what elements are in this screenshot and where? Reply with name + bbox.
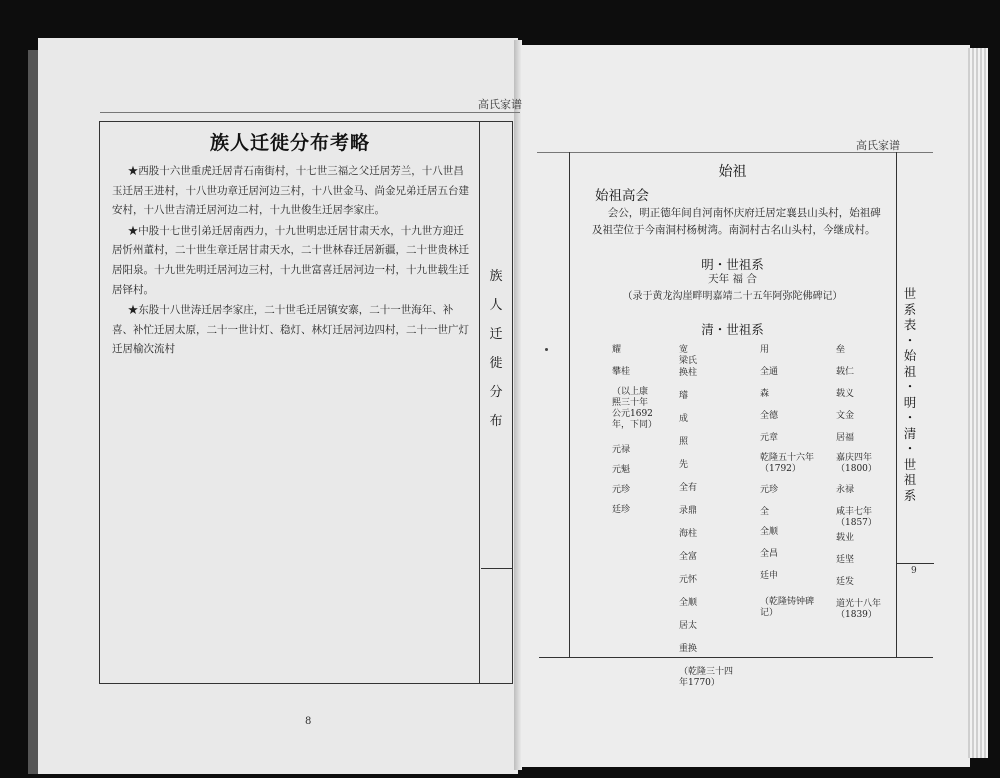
genealogy-entry [836, 367, 854, 378]
section-body [592, 205, 887, 239]
genealogy-entry [679, 552, 697, 563]
genealogy-entry [679, 368, 697, 379]
genealogy-entry [760, 485, 778, 496]
genealogy-entry [836, 433, 854, 444]
side-title-char: 明 [903, 394, 917, 410]
genealogy-entry [679, 667, 733, 689]
migration-paragraph: ★中股十七世引弟迁居南西力，十九世明忠迁居甘肃天水，十九世方迎迁居忻州董村，二十世生章迁居甘肃天水，二十世林春迁居新疆，二十世贵林迁居阳泉。十九世先明迁居河边三村，十九世富喜迁居河边一村，十九世载生迁居铎村。 [112, 224, 469, 296]
section-title: 始祖 [718, 164, 747, 180]
side-title-char: ・ [903, 332, 917, 348]
genealogy-entry-line: 先 [679, 460, 689, 470]
side-title-char: 祖 [903, 363, 917, 379]
side-title-char: 清 [903, 425, 917, 441]
genealogy-entry [836, 453, 877, 475]
genealogy-entry-line: 记） [760, 608, 779, 618]
side-title-char: 布 [489, 414, 503, 429]
genealogy-entry-line: （1792） [760, 464, 801, 474]
genealogy-entry-line: 居太 [679, 621, 698, 631]
genealogy-entry-line: 廷发 [836, 577, 855, 587]
right-frame-right-border [896, 152, 897, 657]
genealogy-entry [760, 453, 814, 475]
genealogy-entry-line: （1800） [836, 464, 877, 474]
genealogy-entry-line: 耀 [612, 345, 622, 355]
genealogy-entry-line: （乾隆铸钟碑 [760, 597, 815, 607]
qing-lineage-title: 清・世祖系 [701, 322, 764, 337]
genealogy-entry-line: 全通 [760, 367, 779, 377]
left-side-title [483, 262, 509, 436]
genealogy-entry [760, 549, 778, 560]
genealogy-entry [679, 483, 697, 494]
ming-lineage-note: （录于黄龙沟崖畔明嘉靖二十五年阿弥陀佛碑记） [622, 291, 843, 302]
side-title-char: 人 [489, 298, 503, 313]
genealogy-entry-line: 咸丰七年 [836, 507, 873, 517]
section-paragraph: 会公，明正德年间自河南怀庆府迁居定襄县山头村，始祖碑及祖茔位于今南洞村杨树湾。南洞村古名山头村，今继成村。 [592, 207, 881, 236]
genealogy-entry-line: 廷申 [760, 571, 779, 581]
left-page-title: 族人迁徙分布考略 [209, 132, 370, 154]
genealogy-entry-line: 成 [679, 414, 689, 424]
genealogy-entry-line: （以上康 [612, 387, 649, 397]
genealogy-entry-line: 录鼎 [679, 506, 698, 516]
genealogy-entry-line: （1839） [836, 610, 877, 620]
genealogy-entry [679, 414, 688, 425]
genealogy-entry-line: 全德 [760, 411, 779, 421]
genealogy-entry-line: 元章 [760, 433, 779, 443]
left-page-header: 高氏家谱 [478, 98, 522, 111]
genealogy-entry-line: 全顺 [679, 598, 698, 608]
genealogy-entry-line: 永禄 [836, 485, 855, 495]
genealogy-entry-line: 载义 [836, 389, 855, 399]
genealogy-entry-line: 乾隆五十六年 [760, 453, 815, 463]
genealogy-entry-line: 元怀 [679, 575, 698, 585]
genealogy-entry-line: （乾隆三十四 [679, 667, 734, 677]
genealogy-entry [612, 485, 630, 496]
genealogy-entry-line: 嘉庆四年 [836, 453, 873, 463]
side-title-char: 世 [903, 286, 917, 301]
right-side-title [899, 286, 921, 503]
genealogy-entry [760, 345, 769, 356]
left-page-number: 8 [305, 716, 312, 727]
genealogy-entry-line: 文金 [836, 411, 855, 421]
genealogy-entry-line: 廷坚 [836, 555, 855, 565]
genealogy-entry [760, 507, 769, 518]
genealogy-entry [760, 389, 769, 400]
side-title-char: 表 [903, 317, 917, 332]
genealogy-entry-line: 照 [679, 437, 689, 447]
genealogy-entry-line: 元魁 [612, 465, 631, 475]
side-title-char: 迁 [489, 327, 503, 342]
side-title-char: 始 [903, 348, 917, 363]
genealogy-entry-line: 重换 [679, 644, 698, 654]
genealogy-entry-line: 年1770） [679, 678, 720, 688]
genealogy-entry-line: 用 [760, 345, 770, 355]
side-title-char: ・ [903, 379, 917, 394]
genealogy-entry-line: 全昌 [760, 549, 779, 559]
scan-speck [545, 348, 548, 351]
genealogy-entry-line: 全有 [679, 483, 698, 493]
genealogy-entry-line: 海柱 [679, 529, 698, 539]
side-title-char: 世 [903, 456, 917, 472]
genealogy-entry [836, 485, 854, 496]
right-frame-left-border [569, 152, 570, 657]
genealogy-entry [679, 644, 697, 655]
genealogy-entry-line: 攀桂 [612, 367, 631, 377]
genealogy-entry-line: 全富 [679, 552, 698, 562]
left-header-rule [100, 112, 520, 113]
right-frame-bottom-border [539, 657, 933, 658]
genealogy-entry-line: 梁氏 [679, 356, 698, 366]
genealogy-entry-line: 载业 [836, 533, 855, 543]
genealogy-entry [679, 621, 697, 632]
genealogy-entry [679, 437, 688, 448]
genealogy-entry-line: 全 [760, 507, 770, 517]
genealogy-entry [612, 387, 657, 431]
genealogy-entry [760, 527, 778, 538]
genealogy-entry [679, 506, 697, 517]
left-page-body [112, 162, 472, 361]
genealogy-entry-line: （1857） [836, 518, 877, 528]
genealogy-entry-line: 年，下同） [612, 420, 658, 430]
genealogy-entry [679, 575, 697, 586]
left-main-panel [100, 122, 480, 683]
genealogy-entry-line: 宽 [679, 345, 689, 355]
side-title-char: 徙 [489, 356, 503, 371]
genealogy-entry-line: 元珍 [760, 485, 779, 495]
genealogy-entry [760, 433, 778, 444]
book-spine [514, 40, 522, 770]
genealogy-entry [679, 460, 688, 471]
side-title-char: ・ [903, 410, 917, 425]
genealogy-entry [836, 555, 854, 566]
genealogy-entry [612, 445, 630, 456]
genealogy-entry-line: 璿 [679, 391, 689, 401]
genealogy-entry-line: 熙三十年 [612, 398, 649, 408]
side-title-char: 族 [489, 269, 503, 284]
genealogy-entry [760, 367, 778, 378]
genealogy-entry [679, 391, 688, 402]
side-title-char: 祖 [903, 472, 917, 487]
genealogy-entry [760, 571, 778, 582]
genealogy-entry-line: 森 [760, 389, 770, 399]
genealogy-entry [836, 389, 854, 400]
genealogy-entry [836, 577, 854, 588]
genealogy-entry-line: 居福 [836, 433, 855, 443]
section-subtitle: 始祖高会 [595, 188, 649, 204]
side-title-char: ・ [903, 441, 917, 456]
side-title-char: 系 [903, 301, 917, 317]
genealogy-entry [679, 598, 697, 609]
right-side-divider [896, 563, 934, 564]
left-content-frame [99, 121, 513, 684]
genealogy-entry-line: 全顺 [760, 527, 779, 537]
side-title-char: 系 [903, 487, 917, 503]
left-side-divider [481, 568, 512, 569]
migration-paragraph: ★西股十六世重虎迁居青石南街村，十七世三福之父迁居芳兰，十八世昌玉迁居王进村，十八世功章迁居河边三村，十八世金马、尚金兄弟迁居五台建安村，十八世吉清迁居河边二村，十九世俊生迁居李家庄。 [112, 165, 469, 217]
genealogy-entry-line: 廷珍 [612, 505, 631, 515]
genealogy-entry [836, 599, 881, 621]
genealogy-entry [760, 411, 778, 422]
genealogy-entry [836, 411, 854, 422]
genealogy-entry [612, 505, 630, 516]
right-page-number: 9 [911, 566, 917, 576]
book-right-edge [968, 48, 988, 758]
genealogy-entry-line: 载仁 [836, 367, 855, 377]
genealogy-entry [679, 345, 697, 367]
right-header-rule [537, 152, 933, 153]
genealogy-entry-line: 元珍 [612, 485, 631, 495]
genealogy-entry [836, 345, 845, 356]
right-page-header: 高氏家谱 [856, 139, 900, 152]
genealogy-entry [679, 529, 697, 540]
genealogy-entry-line: 换柱 [679, 368, 698, 378]
genealogy-entry [836, 533, 854, 544]
genealogy-entry-line: 垒 [836, 345, 846, 355]
genealogy-entry [612, 465, 630, 476]
genealogy-entry [760, 597, 814, 619]
migration-paragraph: ★东股十八世涛迁居李家庄，二十世毛迁居镇安寨，二十一世海年、补喜、补忙迁居太原，二十一世计灯、稳灯、林灯迁居河边四村，二十一世广灯迁居榆次流村 [112, 304, 469, 356]
genealogy-entry [612, 367, 630, 378]
genealogy-entry-line: 公元1692 [612, 409, 653, 419]
side-title-char: 分 [489, 385, 503, 400]
ming-lineage-title: 明・世祖系 [701, 257, 764, 272]
genealogy-entry [612, 345, 621, 356]
ming-lineage-names: 天年 福 合 [708, 273, 757, 285]
genealogy-entry-line: 元禄 [612, 445, 631, 455]
genealogy-entry [836, 507, 877, 529]
genealogy-entry-line: 道光十八年 [836, 599, 882, 609]
